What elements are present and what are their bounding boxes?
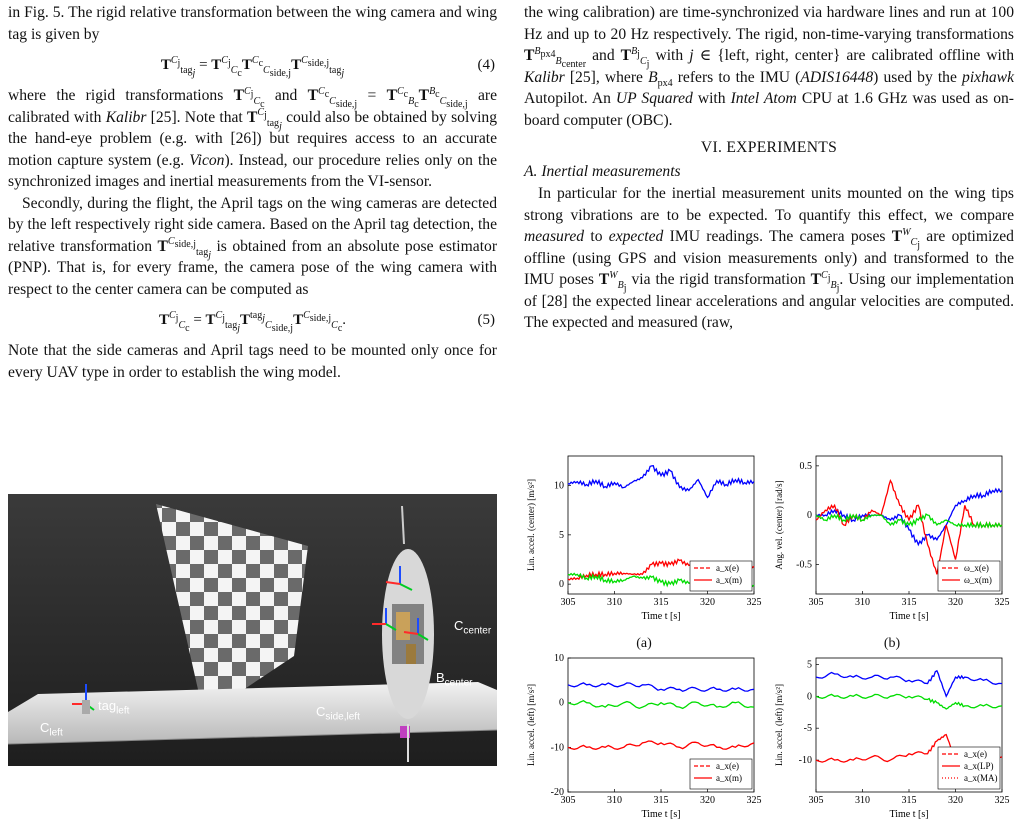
y-tick-label: 0.5 [799,460,812,472]
plot-d [772,650,1012,831]
legend-label: a_x(e) [716,563,739,573]
label-b-center: $B_{center}$ [436,670,473,689]
x-axis-label: Time t [s] [889,809,929,820]
legend-label: a_x(m) [716,773,742,783]
paragraph-1: in Fig. 5. The rigid relative transformation between the wing camera and wing tag is given by [8,4,497,43]
aircraft-render [8,494,497,766]
chart-a [524,448,764,628]
y-tick-label: 5 [559,529,564,541]
figure-5-render [8,494,497,766]
y-tick-label: 0 [807,510,812,522]
x-tick-label: 320 [700,597,715,608]
y-tick-label: 0 [807,691,812,703]
x-tick-label: 315 [901,795,917,806]
x-tick-label: 310 [607,597,622,608]
paragraph-3: Secondly, during the flight, the April tags on the wing cameras are detected by the left respectively right side camera. Based on the April tag detection, the relative transformation $T^{C_{side,j}}_{tag_j}$ is obtained from an absolute pose estimator (PNP). That is, for every frame, the camera pose of the wing camera with respect to the center camera can be computed as [8,194,498,298]
y-tick-label: 10 [554,480,564,492]
legend-label: ω_x(m) [964,575,992,585]
chart-c [524,650,764,826]
y-tick-label: 5 [807,659,812,671]
paragraph-inertial: In particular for the inertial measurement units mounted on the wing tips strong vibrations are to be expected. To quantify this effect, we compare measured to expected IMU readings. The camera poses $T^W_{C_j}$ are optimized offline (using GPS and vision measurements only) and transformed to the IMU poses $T^W_{B_j}$ via the rigid transformation $T^{C_j}_{B_j}$. Using our implementation of [28] the expected linear accelerations and angular velocities are computed. The expected and measured (raw, [524,185,1014,331]
legend-label: a_x(e) [964,749,987,759]
section-heading: VI. EXPERIMENTS [700,139,838,156]
paragraph-4: Note that the side cameras and April tags need to be mounted only once for every UAV type in order to establish the wing model. [8,342,497,381]
x-tick-label: 325 [994,795,1010,806]
x-axis-label: Time t [s] [641,809,681,820]
y-tick-label: -20 [550,787,564,798]
panel-label-a: (a) [636,636,652,651]
chart-b [772,448,1012,628]
x-axis-label: Time t [s] [889,611,929,622]
x-tick-label: 325 [994,597,1010,608]
legend-label: a_x(LP) [964,761,994,771]
equation-number: (4) [477,57,495,73]
y-axis-label: Lin. accel. (center) [m/s²] [526,479,536,571]
legend-label: ω_x(e) [964,563,989,573]
y-tick-label: -10 [550,742,564,754]
y-tick-label: -10 [798,755,812,767]
subsection-heading: A. Inertial measurements [524,163,681,180]
x-tick-label: 305 [560,597,576,608]
x-tick-label: 305 [560,795,576,806]
x-tick-label: 305 [808,597,824,608]
y-tick-label: -0.5 [796,559,812,571]
x-tick-label: 315 [653,597,669,608]
x-tick-label: 320 [948,597,963,608]
x-tick-label: 320 [700,795,715,806]
label-c-left: $C_{left}$ [40,720,63,739]
y-tick-label: -5 [803,723,812,735]
y-tick-label: 10 [554,653,564,664]
equation-number: (5) [477,312,495,328]
paragraph-2: where the rigid transformations $T^{C_j}_{C_c}$ and $T^{C_c}_{C_{side,j}} = T^{C_c}_{B_c}T^{B_c}_{C_{side,j}}$ are calibrated with Kalibr [25]. Note that $T^{C_j}_{tag_j}$ could also be obtained by solving the hand-eye problem (e.g. with [26]) but requires access to an accurate motion capture system (e.g. Vicon). Instead, our procedure relies only on the synchronized images and inertial measurements from the VI-sensor. [8,85,498,190]
paragraph-hardware: the wing calibration) are time-synchronized via hardware lines and run at 100 Hz and up to 20 Hz respectively. The rigid, non-time-varying transformations $T^{B_{px4}}_{B_{center}}$ and $T^{B_j}_{C_j}$ with j ∈ {left, right, center} are calibrated offline with Kalibr [25], where $B_{px4}$ refers to the IMU (ADIS16448) used by the pixhawk Autopilot. An UP Squared with Intel Atom CPU at 1.6 GHz was used as on-board computer (OBC). [524,4,1015,129]
y-tick-label: 0 [559,697,564,709]
y-axis-label: Lin. accel. (left) [m/s²] [526,684,536,766]
legend-label: a_x(e) [716,761,739,771]
y-tick-label: 0 [559,579,564,591]
chart-d [772,650,1012,826]
equation-4: $T^{C_j}_{tag_j} = T^{C_j}_{C_c}T^{C_c}_{C_{side,j}}T^{C_{side,j}}_{tag_j}$ (4) [8,45,497,85]
x-tick-label: 310 [607,795,622,806]
label-tag-left: tag$_{left}$ [98,698,130,717]
plot-a [524,448,764,633]
x-tick-label: 310 [855,597,870,608]
y-axis-label: Lin. accel. (left) [m/s²] [774,684,784,766]
x-tick-label: 320 [948,795,963,806]
x-tick-label: 325 [746,597,762,608]
label-c-side-left: $C_{side,left}$ [316,704,360,723]
x-tick-label: 315 [901,597,917,608]
left-column [8,0,497,383]
x-axis-label: Time t [s] [641,611,681,622]
x-tick-label: 310 [855,795,870,806]
panel-label-b: (b) [883,636,901,651]
legend-label: a_x(MA) [964,773,998,783]
legend-label: a_x(m) [716,575,742,585]
label-c-center: $C_{center}$ [454,618,492,637]
equation-5: $T^{C_j}_{C_c} = T^{C_j}_{tag_j}T^{tag_j}_{C_{side,j}}T^{C_{side,j}}_{C_c}$. (5) [8,300,497,340]
y-axis-label: Ang. vel. (center) [rad/s] [774,480,784,570]
plot-c [524,650,764,831]
x-tick-label: 305 [808,795,824,806]
x-tick-label: 325 [746,795,762,806]
plot-b [772,448,1012,633]
right-column [524,0,1014,334]
x-tick-label: 315 [653,795,669,806]
